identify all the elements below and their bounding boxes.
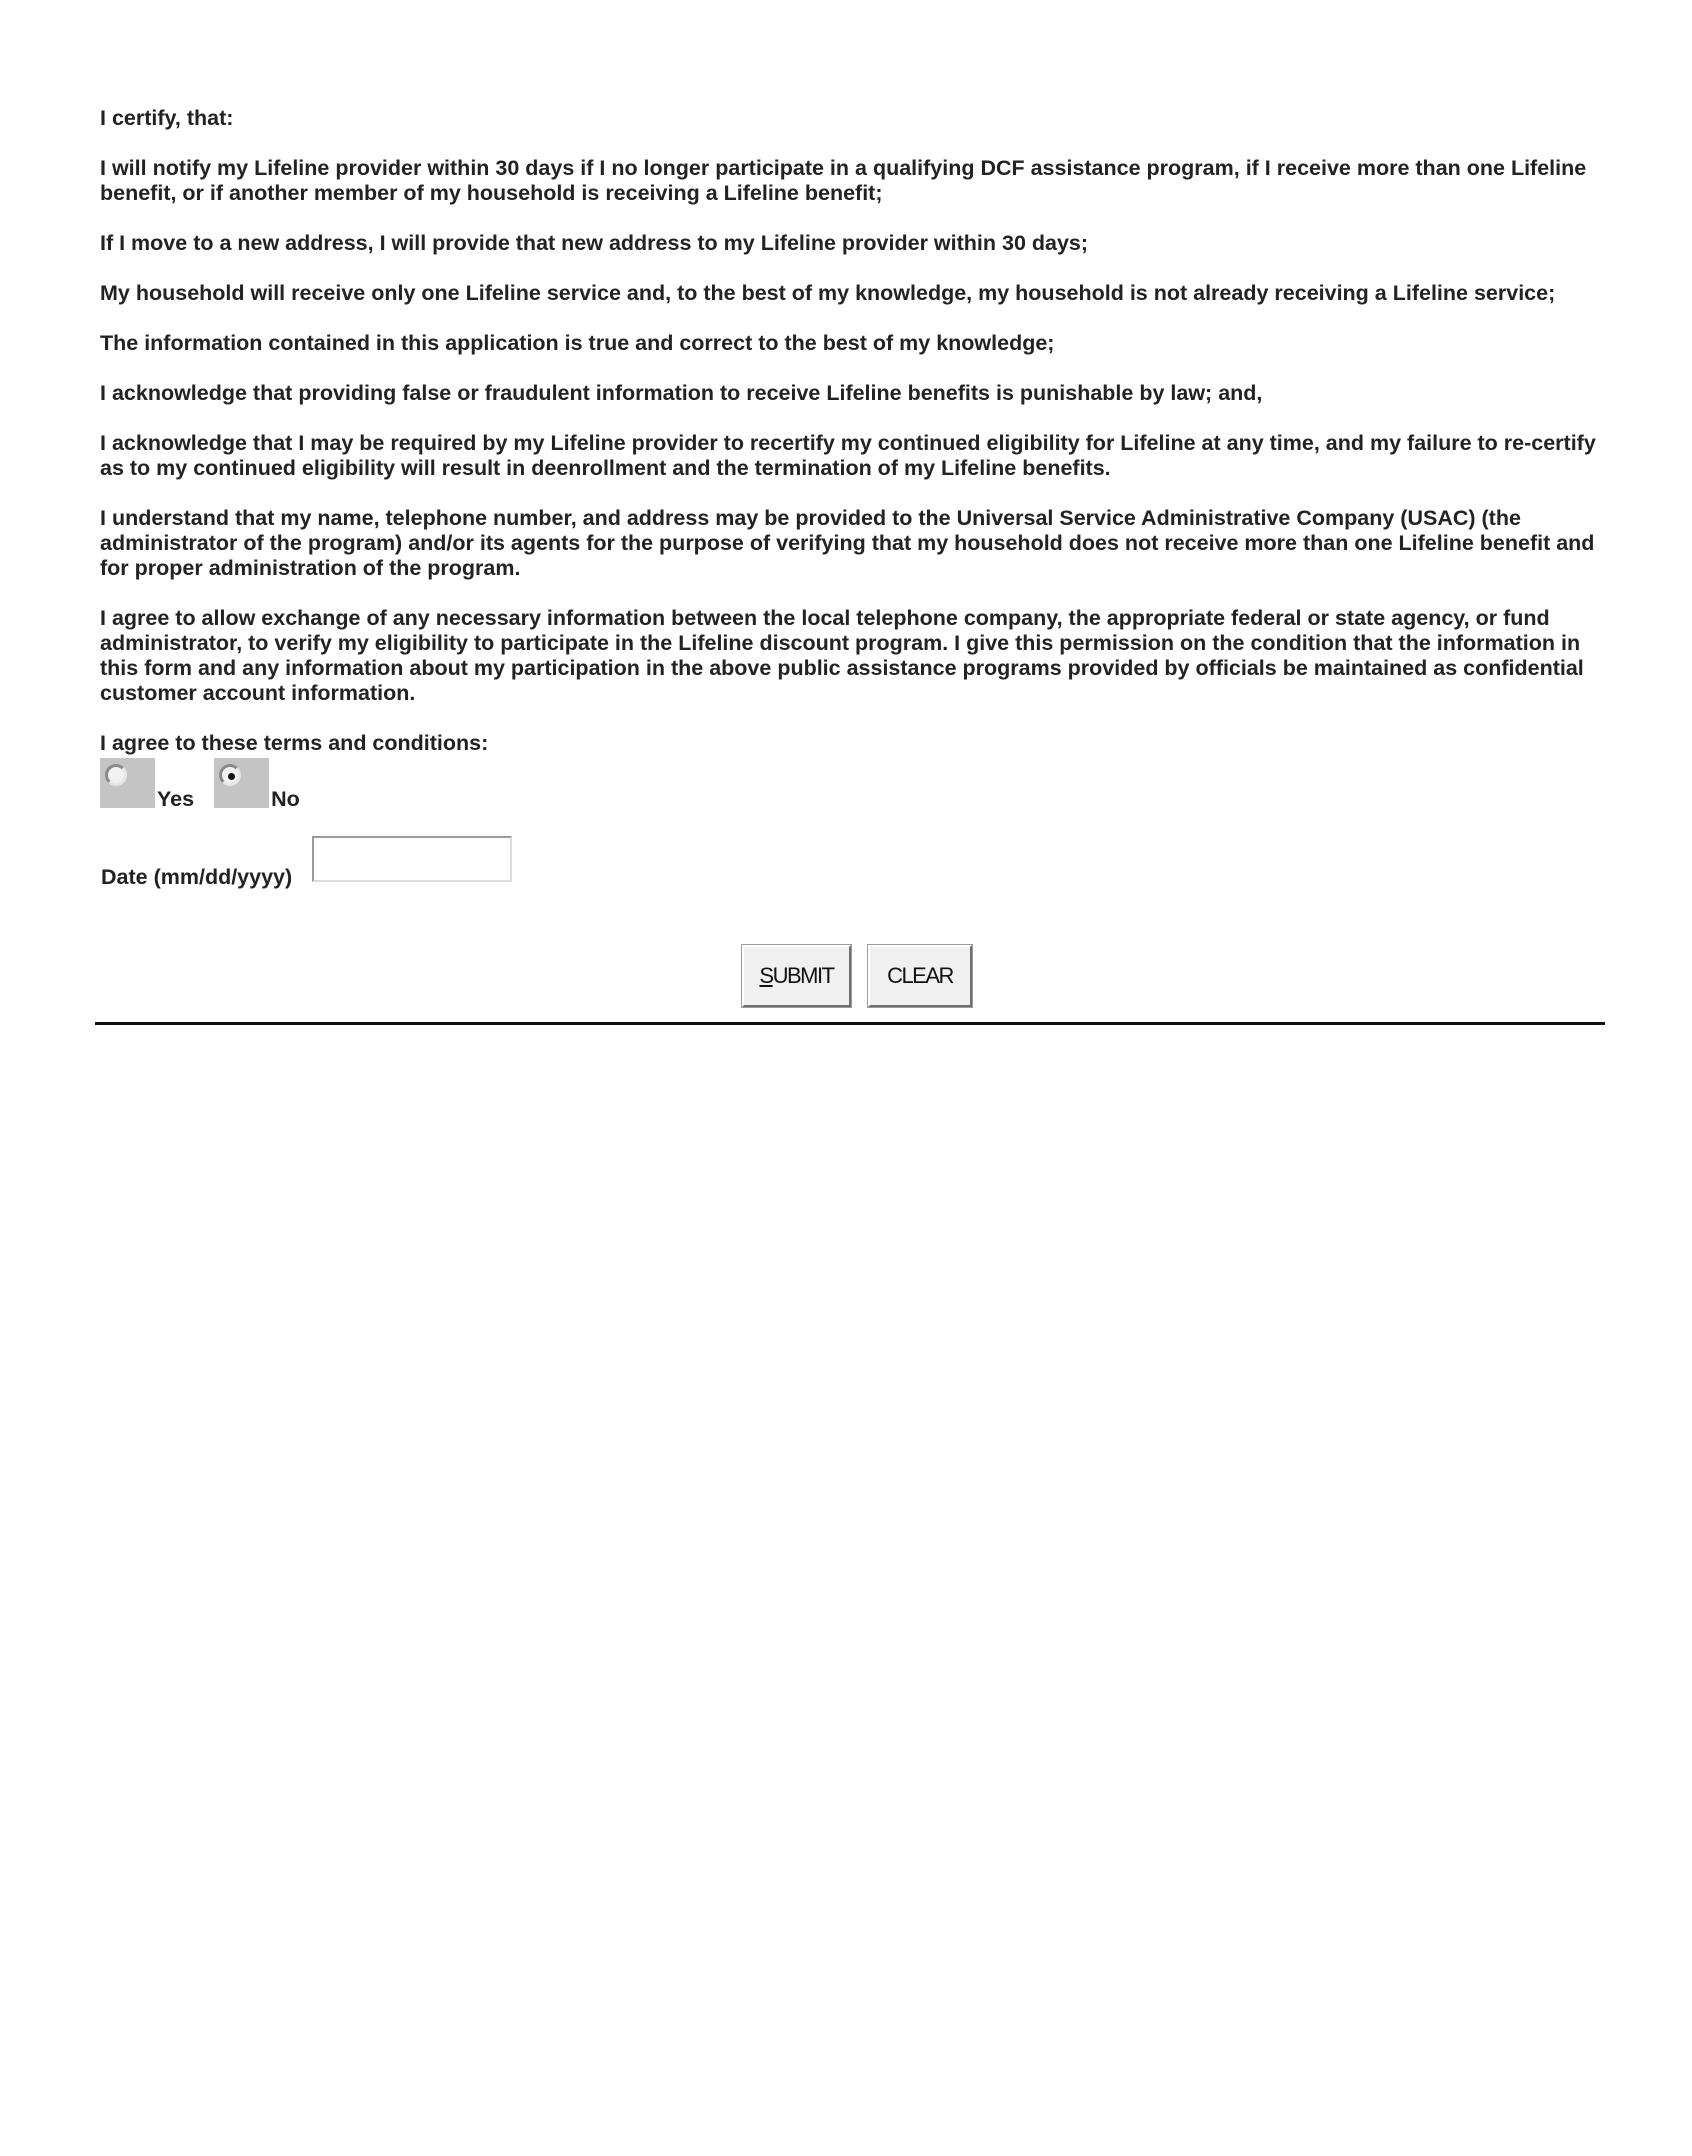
radio-option-yes[interactable] bbox=[100, 758, 195, 811]
horizontal-divider bbox=[95, 1022, 1605, 1025]
date-row bbox=[100, 836, 1610, 888]
paragraph-information-true: The information contained in this application is true and correct to the best of my knowledge; bbox=[100, 331, 1055, 355]
agree-terms-label: I agree to these terms and conditions: bbox=[100, 731, 489, 755]
radio-circle-icon bbox=[105, 764, 127, 786]
paragraph-notify-provider: I will notify my Lifeline provider within 30 days if I no longer participate in a qualifying DCF assistance program, if I receive more than one Lifeline benefit, or if another member of my household is receiving a Lifeline benefit; bbox=[100, 156, 1587, 205]
radio-option-no[interactable] bbox=[214, 758, 300, 811]
radio-circle-icon bbox=[219, 764, 241, 786]
submit-label-rest: UBMIT bbox=[772, 963, 834, 988]
paragraph-false-information: I acknowledge that providing false or fraudulent information to receive Lifeline benefits is punishable by law; and, bbox=[100, 381, 1263, 405]
paragraph-new-address: If I move to a new address, I will provide that new address to my Lifeline provider within 30 days; bbox=[100, 231, 1089, 255]
yes-radio-label: Yes bbox=[157, 787, 195, 811]
form-actions bbox=[0, 945, 1692, 1007]
agree-radio-group bbox=[100, 758, 1610, 811]
no-radio-label: No bbox=[271, 787, 300, 811]
date-label: Date (mm/dd/yyyy) bbox=[101, 865, 293, 889]
clear-button[interactable]: CLEAR bbox=[868, 945, 972, 1007]
yes-radio-button[interactable] bbox=[100, 758, 155, 808]
submit-accesskey-letter: S bbox=[759, 963, 773, 988]
paragraph-one-service: My household will receive only one Lifeline service and, to the best of my knowledge, my household is not already receiving a Lifeline service; bbox=[100, 281, 1556, 305]
paragraph-usac: I understand that my name, telephone number, and address may be provided to the Universal Service Administrative Company (USAC) (the administrator of the program) and/or its agents for the purpose of verifying that my household does not receive more than one Lifeline benefit and for proper administration of the program. bbox=[100, 506, 1595, 580]
radio-selected-dot-icon bbox=[228, 773, 235, 780]
no-radio-button[interactable] bbox=[214, 758, 269, 808]
paragraph-recertify: I acknowledge that I may be required by my Lifeline provider to recertify my continued eligibility for Lifeline at any time, and my failure to re-certify as to my continued eligibility will result in deenrollment and the termination of my Lifeline benefits. bbox=[100, 431, 1596, 480]
date-input[interactable] bbox=[312, 836, 512, 882]
certify-intro: I certify, that: bbox=[100, 106, 234, 130]
submit-button[interactable] bbox=[742, 945, 851, 1007]
paragraph-information-exchange: I agree to allow exchange of any necessary information between the local telephone company, the appropriate federal or state agency, or fund administrator, to verify my eligibility to participate in the Lifeline discount program. I give this permission on the condition that the information in this form and any information about my participation in the above public assistance programs provided by officials be maintained as confidential customer account information. bbox=[100, 606, 1584, 705]
terms-form bbox=[100, 106, 1610, 888]
